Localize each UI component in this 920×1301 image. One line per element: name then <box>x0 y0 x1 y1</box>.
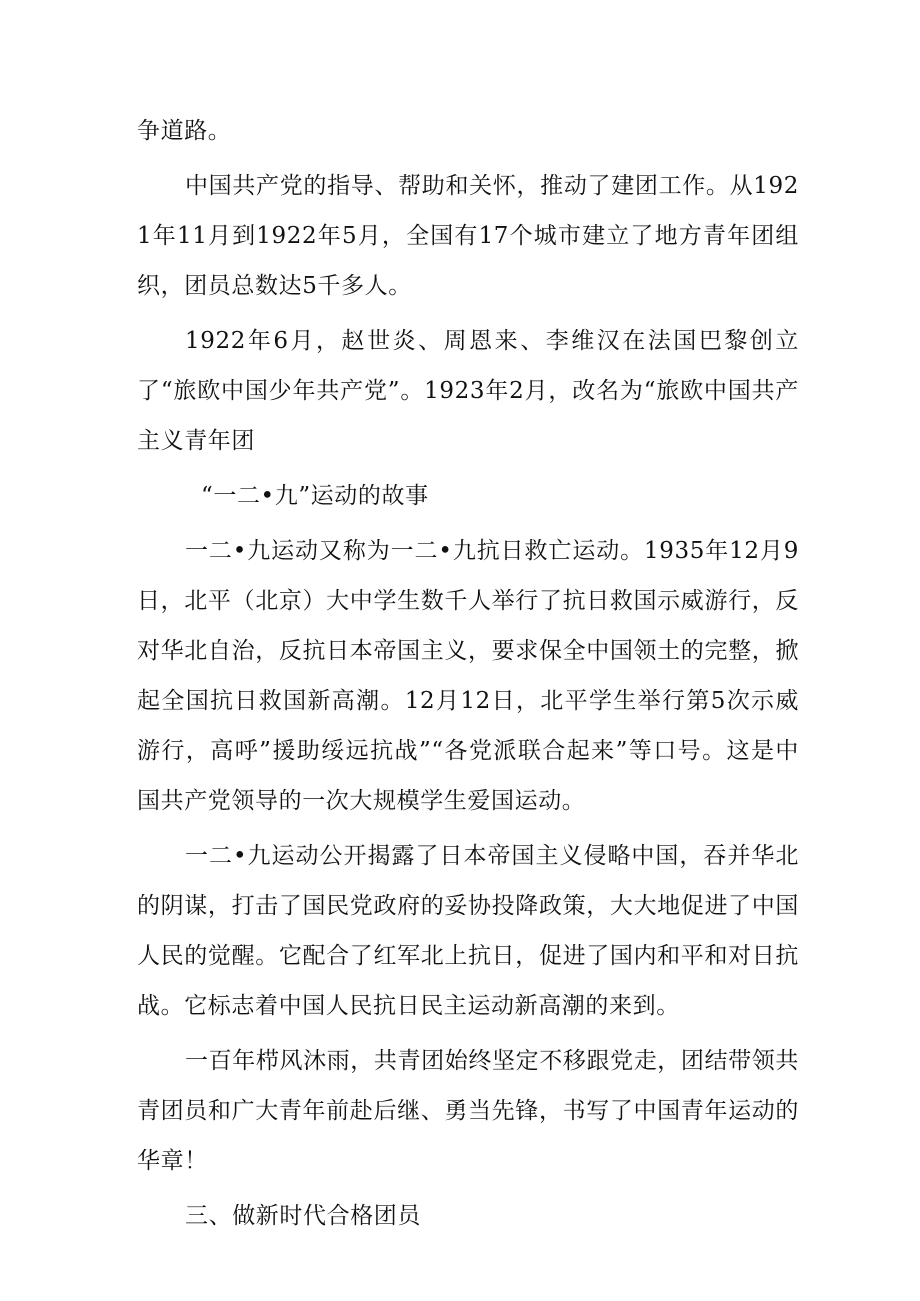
section-heading-december-ninth: “一二•九”运动的故事 <box>201 483 429 509</box>
paragraph-december-ninth-movement: 一二•九运动又称为一二•九抗日救亡运动。1935年12月9日，北平（北京）大中学生数千人举行了抗日救国示威游行，反对华北自治，反抗日本帝国主义，要求保全中国领土的完整，掀起全国抗日救国新高潮。12月12日，北平学生举行第5次示威游行，高呼”援助绥远抗战”“各党派联合起来”等口号。这是中国共产党领导的一次大规模学生爱国运动。 <box>137 538 799 814</box>
paragraph-europe-branch: 1922年6月，赵世炎、周恩来、李维汉在法国巴黎创立了“旅欧中国少年共产党”。1923年2月，改名为“旅欧中国共产主义青年团 <box>137 328 799 454</box>
paragraph-century-summary: 一百年栉风沐雨，共青团始终坚定不移跟党走，团结带领共青团员和广大青年前赴后继、勇当先锋，书写了中国青年运动的华章！ <box>137 1048 799 1174</box>
section-heading-qualified-member: 三、做新时代合格团员 <box>185 1203 421 1229</box>
document-body <box>137 106 799 1241</box>
paragraph-movement-significance: 一二•九运动公开揭露了日本帝国主义侵略中国，吞并华北的阴谋，打击了国民党政府的妥协投降政策，大大地促进了中国人民的觉醒。它配合了红军北上抗日，促进了国内和平和对日抗战。它标志着中国人民抗日民主运动新高潮的来到。 <box>137 843 799 1019</box>
paragraph-continuation: 争道路。 <box>137 118 232 144</box>
paragraph-league-founding: 中国共产党的指导、帮助和关怀，推动了建团工作。从1921年11月到1922年5月，全国有17个城市建立了地方青年团组织，团员总数达5千多人。 <box>137 173 799 299</box>
